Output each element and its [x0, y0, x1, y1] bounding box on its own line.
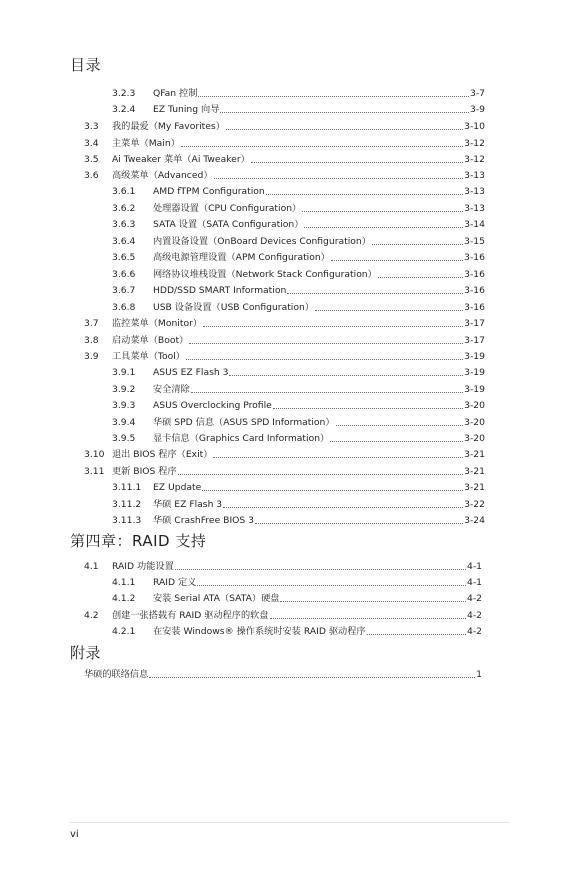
toc-entry-title: 更新 BIOS 程序: [112, 466, 177, 477]
toc-entry-page: 3-16: [464, 252, 485, 263]
toc-entry[interactable]: [112, 285, 485, 297]
toc-entry[interactable]: [84, 154, 485, 166]
toc-entry-number: 3.11.2: [112, 499, 142, 510]
toc-entry-number: 3.8: [84, 335, 99, 346]
toc-entry[interactable]: [112, 433, 485, 445]
dot-leader: [202, 489, 463, 491]
dot-leader: [213, 456, 463, 458]
dot-leader: [149, 676, 475, 678]
toc-entry-number: 3.4: [84, 138, 99, 149]
toc-entry[interactable]: [112, 577, 482, 589]
toc-entry-title: QFan 控制: [153, 88, 198, 99]
toc-entry-number: 3.6.5: [112, 252, 136, 263]
toc-entry[interactable]: [84, 335, 485, 347]
dot-leader: [186, 358, 463, 360]
footer-divider: [70, 822, 509, 823]
toc-entry-title: 安全清除: [153, 384, 190, 395]
toc-entry-page: 4-2: [466, 593, 482, 604]
toc-entry-title: 显卡信息（Graphics Card Information）: [153, 433, 330, 444]
toc-entry[interactable]: [112, 203, 485, 215]
toc-entry-title: ASUS Overclocking Profile: [153, 400, 272, 411]
toc-entry-number: 3.9.5: [112, 433, 136, 444]
toc-entry-title: 处理器设置（CPU Configuration）: [153, 203, 302, 214]
toc-entry[interactable]: [84, 318, 485, 330]
dot-leader: [220, 111, 469, 113]
toc-entry[interactable]: [84, 610, 482, 622]
toc-entry[interactable]: [112, 400, 485, 412]
toc-entry-title: 华硕 CrashFree BIOS 3: [153, 515, 254, 526]
toc-entry-number: 3.6.6: [112, 269, 136, 280]
toc-entry-title: 高级电源管理设置（APM Configuration）: [153, 252, 330, 263]
toc-entry-page: 3-20: [464, 417, 485, 428]
toc-entry-page: 4-1: [466, 561, 482, 572]
toc-entry-title: 华硕 EZ Flash 3: [153, 499, 223, 510]
toc-entry-title: 内置设备设置（OnBoard Devices Configuration）: [153, 236, 371, 247]
toc-entry-number: 3.9.4: [112, 417, 136, 428]
dot-leader: [336, 424, 464, 426]
toc-entry-title: ASUS EZ Flash 3: [153, 367, 229, 378]
toc-entry[interactable]: [84, 170, 485, 182]
dot-leader: [203, 325, 463, 327]
page-number: vi: [70, 829, 79, 840]
toc-entry-title: 华硕 SPD 信息（ASUS SPD Information）: [153, 417, 335, 428]
toc-entry-title: HDD/SSD SMART Information: [153, 285, 287, 296]
dot-leader: [178, 473, 463, 475]
dot-leader: [331, 259, 463, 261]
toc-entry-number: 4.2.1: [112, 626, 136, 637]
toc-entry-number: 4.1: [84, 561, 99, 572]
toc-entry-page: 3-19: [464, 384, 485, 395]
toc-entry-number: 4.1.1: [112, 577, 136, 588]
toc-entry-page: 3-17: [464, 335, 485, 346]
dot-leader: [304, 226, 463, 228]
toc-entry-number: 3.9.3: [112, 400, 136, 411]
toc-entry[interactable]: [112, 219, 485, 231]
toc-entry-title: 华硕的联络信息: [84, 669, 149, 680]
dot-leader: [175, 568, 466, 570]
toc-entry-number: 3.6.3: [112, 219, 136, 230]
toc-entry[interactable]: [112, 186, 485, 198]
dot-leader: [223, 506, 463, 508]
toc-entry-page: 3-15: [464, 236, 485, 247]
toc-entry-page: 3-21: [464, 482, 485, 493]
toc-entry-title: 在安装 Windows® 操作系统时安装 RAID 驱动程序: [153, 626, 366, 637]
toc-entry-title: SATA 设置（SATA Configuration）: [153, 219, 304, 230]
dot-leader: [191, 391, 463, 393]
toc-entry-page: 4-2: [466, 610, 482, 621]
toc-entry[interactable]: [84, 138, 485, 150]
toc-entry-page: 4-1: [466, 577, 482, 588]
toc-entry-page: 3-7: [469, 88, 485, 99]
toc-entry[interactable]: [112, 252, 485, 264]
dot-leader: [270, 617, 466, 619]
toc-entry-page: 3-14: [464, 219, 485, 230]
toc-entry[interactable]: [112, 482, 485, 494]
toc-entry-page: 3-12: [464, 154, 485, 165]
toc-entry-title: USB 设备设置（USB Configuration）: [153, 302, 314, 313]
toc-entry-page: 3-13: [464, 203, 485, 214]
toc-entry-title: EZ Update: [153, 482, 202, 493]
contents-heading: 目录: [70, 56, 102, 74]
dot-leader: [287, 292, 463, 294]
toc-entry-page: 3-9: [469, 104, 485, 115]
toc-entry[interactable]: [112, 104, 485, 116]
toc-entry-title: Ai Tweaker 菜单（Ai Tweaker）: [112, 154, 250, 165]
toc-entry-page: 3-21: [464, 466, 485, 477]
toc-entry-page: 3-16: [464, 302, 485, 313]
toc-entry-page: 3-19: [464, 351, 485, 362]
toc-entry-page: 3-13: [464, 170, 485, 181]
toc-entry[interactable]: [112, 88, 485, 100]
toc-entry-number: 3.11.3: [112, 515, 142, 526]
toc-entry-title: 启动菜单（Boot）: [112, 335, 189, 346]
toc-entry-number: 3.5: [84, 154, 99, 165]
dot-leader: [251, 161, 463, 163]
dot-leader: [302, 210, 463, 212]
toc-entry-title: 我的最爱（My Favorites）: [112, 121, 225, 132]
toc-entry-number: 3.9: [84, 351, 99, 362]
toc-entry-page: 3-20: [464, 433, 485, 444]
dot-leader: [198, 95, 469, 97]
toc-entry-title: 高级菜单（Advanced）: [112, 170, 213, 181]
toc-entry-number: 3.6: [84, 170, 99, 181]
toc-entry-page: 3-16: [464, 285, 485, 296]
toc-entry-page: 3-19: [464, 367, 485, 378]
dot-leader: [378, 276, 463, 278]
dot-leader: [189, 342, 463, 344]
toc-entry-number: 3.11: [84, 466, 105, 477]
toc-entry-title: EZ Tuning 向导: [153, 104, 220, 115]
dot-leader: [214, 177, 464, 179]
toc-entry[interactable]: [84, 561, 482, 573]
toc-entry-title: 网络协议堆栈设置（Network Stack Configuration）: [153, 269, 377, 280]
dot-leader: [255, 522, 463, 524]
toc-entry-number: 4.2: [84, 610, 99, 621]
toc-entry-number: 3.2.4: [112, 104, 136, 115]
toc-entry-page: 3-21: [464, 449, 485, 460]
toc-entry[interactable]: [112, 417, 485, 429]
dot-leader: [266, 193, 463, 195]
toc-entry-number: 3.6.8: [112, 302, 136, 313]
toc-entry[interactable]: [112, 626, 482, 638]
dot-leader: [273, 407, 463, 409]
toc-entry-page: 1: [476, 669, 482, 680]
toc-entry-title: 主菜单（Main）: [112, 138, 180, 149]
dot-leader: [372, 243, 463, 245]
toc-entry-title: 创建一张搭载有 RAID 驱动程序的软盘: [112, 610, 269, 621]
toc-entry-title: 工具菜单（Tool）: [112, 351, 185, 362]
toc-entry-number: 3.2.3: [112, 88, 136, 99]
dot-leader: [330, 440, 463, 442]
toc-entry[interactable]: [112, 236, 485, 248]
dot-leader: [315, 309, 463, 311]
toc-entry-page: 3-24: [464, 515, 485, 526]
toc-entry-page: 3-22: [464, 499, 485, 510]
toc-entry-title: RAID 定义: [153, 577, 197, 588]
toc-entry[interactable]: [112, 367, 485, 379]
toc-entry-page: 4-2: [466, 626, 482, 637]
toc-entry-number: 3.11.1: [112, 482, 142, 493]
toc-entry-page: 3-16: [464, 269, 485, 280]
toc-entry[interactable]: [112, 302, 485, 314]
appendix-heading: 附录: [70, 644, 102, 662]
toc-entry[interactable]: [84, 466, 485, 478]
toc-entry[interactable]: [112, 593, 482, 605]
toc-entry[interactable]: [112, 269, 485, 281]
dot-leader: [367, 633, 466, 635]
toc-entry[interactable]: [84, 669, 482, 681]
dot-leader: [197, 584, 466, 586]
toc-entry[interactable]: [112, 499, 485, 511]
toc-entry-number: 4.1.2: [112, 593, 136, 604]
dot-leader: [229, 374, 463, 376]
toc-entry-number: 3.3: [84, 121, 99, 132]
toc-entry-title: AMD fTPM Configuration: [153, 186, 265, 197]
toc-entry-page: 3-12: [464, 138, 485, 149]
dot-leader: [181, 145, 463, 147]
toc-entry-number: 3.7: [84, 318, 99, 329]
toc-entry-page: 3-13: [464, 186, 485, 197]
toc-entry[interactable]: [84, 351, 485, 363]
toc-entry-number: 3.10: [84, 449, 105, 460]
toc-entry-title: 监控菜单（Monitor）: [112, 318, 203, 329]
toc-entry-number: 3.9.2: [112, 384, 136, 395]
toc-entry-number: 3.9.1: [112, 367, 136, 378]
toc-entry-title: 退出 BIOS 程序（Exit）: [112, 449, 213, 460]
toc-entry[interactable]: [112, 515, 485, 527]
toc-entry-title: RAID 功能设置: [112, 561, 174, 572]
dot-leader: [280, 600, 466, 602]
toc-entry-number: 3.6.7: [112, 285, 136, 296]
toc-entry-page: 3-17: [464, 318, 485, 329]
toc-entry[interactable]: [84, 449, 485, 461]
toc-entry-title: 安装 Serial ATA（SATA）硬盘: [153, 593, 280, 604]
chapter4-heading: 第四章：RAID 支持: [70, 532, 207, 550]
toc-entry-number: 3.6.4: [112, 236, 136, 247]
dot-leader: [226, 128, 463, 130]
toc-entry-number: 3.6.2: [112, 203, 136, 214]
toc-entry-number: 3.6.1: [112, 186, 136, 197]
toc-entry-page: 3-20: [464, 400, 485, 411]
toc-entry-page: 3-10: [464, 121, 485, 132]
toc-entry[interactable]: [84, 121, 485, 133]
toc-entry[interactable]: [112, 384, 485, 396]
